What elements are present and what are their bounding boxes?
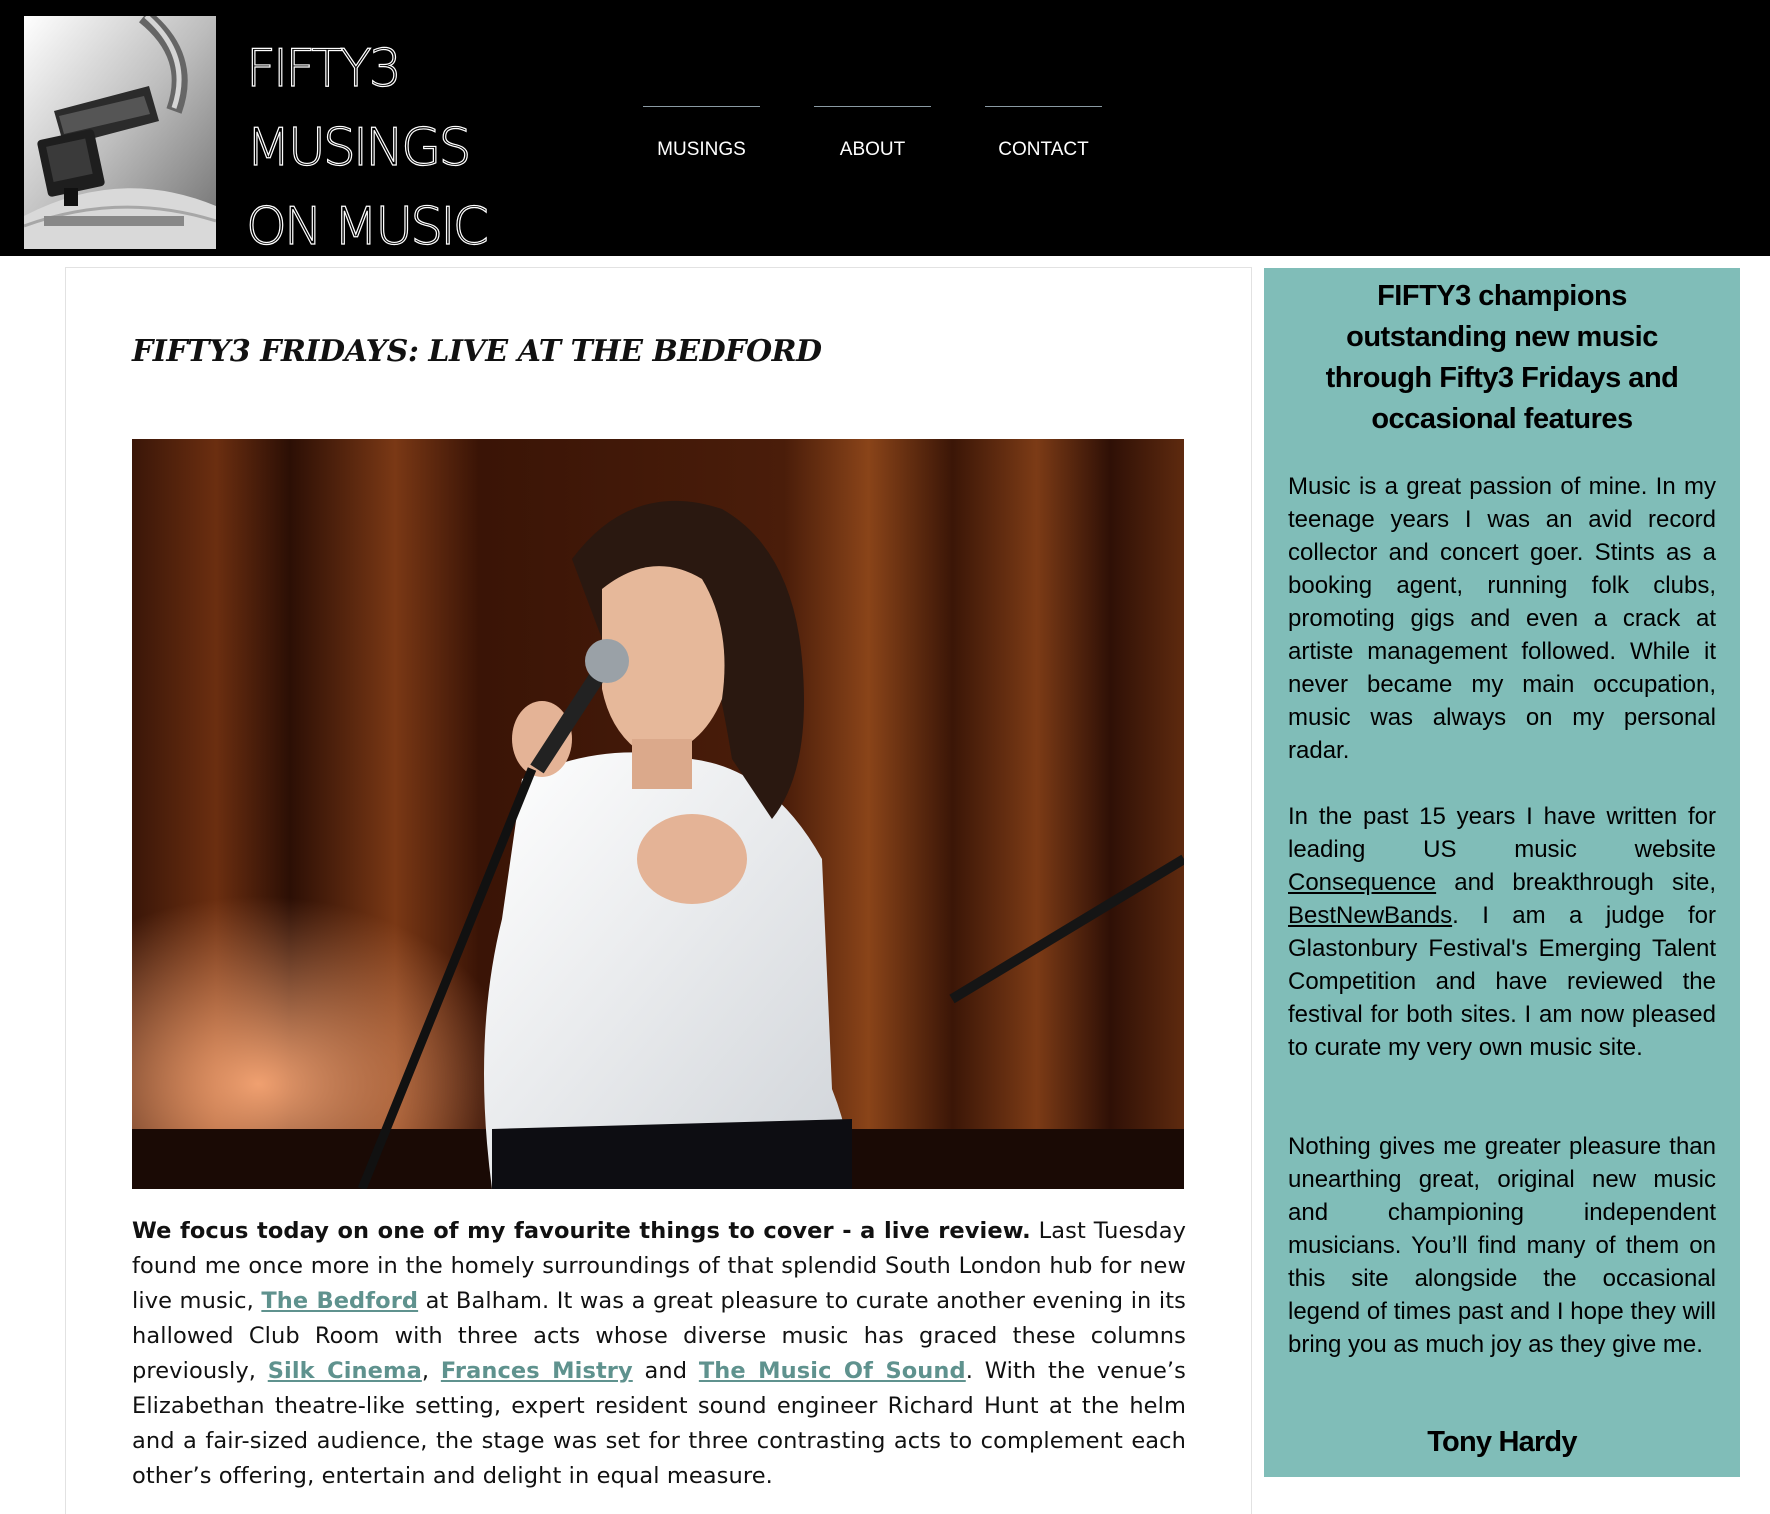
sidebar-text-2a: In the past 15 years I have written for leading US music website bbox=[1288, 803, 1716, 863]
article-intro: We focus today on one of my favourite things to cover - a live review. bbox=[132, 1218, 1031, 1244]
article-card bbox=[65, 267, 1252, 1514]
link-the-music-of-sound[interactable]: The Music Of Sound bbox=[698, 1358, 966, 1384]
site-title-line-1: FIFTY3 bbox=[246, 39, 399, 99]
post-title: FIFTY3 FRIDAYS: LIVE AT THE BEDFORD bbox=[132, 334, 822, 369]
link-consequence[interactable]: Consequence bbox=[1288, 869, 1437, 896]
site-header bbox=[0, 0, 1770, 256]
link-the-bedford[interactable]: The Bedford bbox=[261, 1288, 419, 1314]
article-text-3: , bbox=[421, 1358, 441, 1384]
nav-item-musings[interactable]: MUSINGS bbox=[643, 106, 760, 166]
article-text-5: . With the venue’s Elizabethan theatre-like setting, expert resident sound engineer Richard Hunt at the helm and a fair-sized audience, the stage was set for three contrasting acts to complement each other’s offering, entertain and delight in equal measure. bbox=[132, 1358, 1186, 1489]
performer-photo bbox=[132, 439, 1184, 1189]
sidebar-heading: FIFTY3 champions outstanding new music through Fifty3 Fridays and occasional features bbox=[1325, 280, 1679, 435]
about-sidebar bbox=[1264, 268, 1740, 1477]
sidebar-text-2c: . I am a judge for Glastonbury Festival's Emerging Talent Competition and have reviewed the festival for both sites. I am now pleased to curate my very own music site. bbox=[1288, 902, 1716, 1061]
site-title-line-3: ON MUSIC bbox=[246, 197, 486, 257]
turntable-tonearm-icon bbox=[24, 16, 216, 249]
site-title[interactable] bbox=[246, 30, 486, 267]
sidebar-paragraph-3: Nothing gives me greater pleasure than unearthing great, original new music and championing independent musicians. You’ll find many of them on this site alongside the occasional legend of times past and I hope they will bring you as much joy as they give me. bbox=[1288, 1133, 1716, 1358]
nav-item-about[interactable]: ABOUT bbox=[814, 106, 931, 166]
link-silk-cinema[interactable]: Silk Cinema bbox=[267, 1358, 422, 1384]
article-body bbox=[132, 1214, 1186, 1494]
article-text-2: at Balham. It was a great pleasure to curate another evening in its hallowed Club Room with three acts whose diverse music has graced these columns previously, bbox=[132, 1288, 1186, 1384]
link-bestnewbands[interactable]: BestNewBands bbox=[1288, 902, 1453, 929]
article-photo[interactable] bbox=[132, 439, 1184, 1189]
site-title-line-2: MUSINGS bbox=[246, 118, 469, 178]
link-frances-mistry[interactable]: Frances Mistry bbox=[440, 1358, 633, 1384]
logo-image[interactable] bbox=[24, 16, 216, 249]
article-text-1: Last Tuesday found me once more in the homely surroundings of that splendid South London hub for new live music, bbox=[132, 1218, 1186, 1314]
sidebar-paragraph-1: Music is a great passion of mine. In my teenage years I was an avid record collector and concert goer. Stints as a booking agent, running folk clubs, promoting gigs and even a crack at artiste management followed. While it never became my main occupation, music was always on my personal radar. bbox=[1288, 473, 1716, 764]
sidebar-paragraph-2 bbox=[1288, 800, 1716, 1064]
nav-item-contact[interactable]: CONTACT bbox=[985, 106, 1102, 166]
sidebar-author: Tony Hardy bbox=[1427, 1426, 1577, 1458]
article-text-4: and bbox=[632, 1358, 699, 1384]
sidebar-text-2b: and breakthrough site, bbox=[1436, 869, 1716, 896]
